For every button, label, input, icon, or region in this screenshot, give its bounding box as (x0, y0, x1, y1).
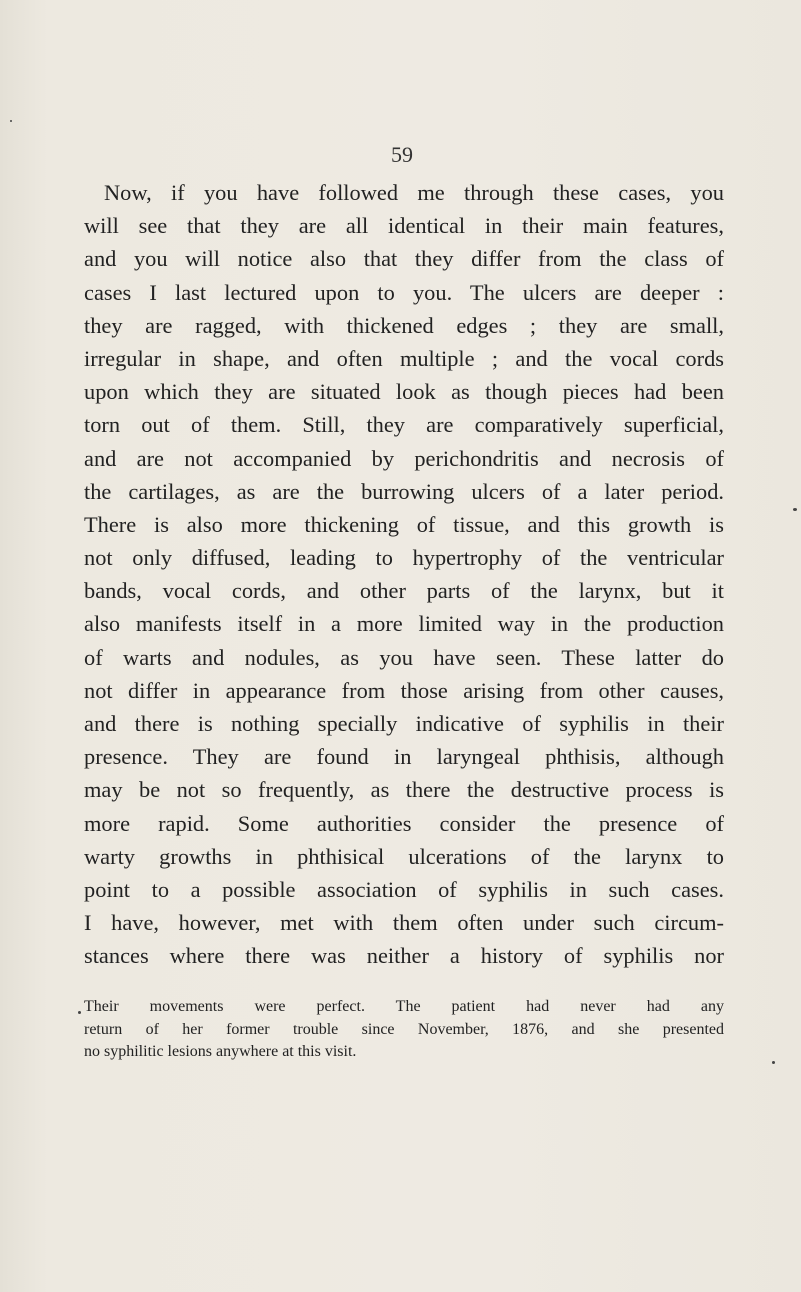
body-text (84, 176, 724, 973)
page-number: 59 (391, 142, 413, 167)
body-line: irregular in shape, and often multiple ; and the vocal cords (84, 345, 724, 371)
body-line: There is also more thickening of tissue, and this growth is (84, 511, 724, 537)
body-line: and are not accompanied by perichondritis and necrosis of (84, 445, 724, 471)
body-line: I have, however, met with them often under such circum- (84, 910, 724, 936)
body-line: not only diffused, leading to hypertrophy of the ventricular (84, 545, 724, 571)
body-line: also manifests itself in a more limited way in the production (84, 611, 724, 637)
body-line: not differ in appearance from those arising from other causes, (84, 677, 724, 703)
body-line: and there is nothing specially indicative of syphilis in their (84, 711, 724, 736)
body-line: the cartilages, as are the burrowing ulcers of a later period. (84, 478, 724, 504)
body-line: stances where there was neither a history of syphilis nor (84, 943, 724, 969)
body-line: presence. They are found in laryngeal phthisis, although (84, 744, 724, 770)
paper-speck (78, 1011, 81, 1014)
body-line: they are ragged, with thickened edges ; they are small, (84, 312, 724, 338)
footnote (84, 996, 724, 1064)
body-line: point to a possible association of syphilis in such cases. (84, 876, 724, 902)
paper-speck (10, 120, 12, 122)
body-line: torn out of them. Still, they are comparatively superficial, (84, 412, 724, 438)
footnote-line: return of her former trouble since November, 1876, and she presented (84, 1020, 724, 1038)
body-line: may be not so frequently, as there the destructive process is (84, 777, 724, 803)
body-line: will see that they are all identical in their main features, (84, 213, 724, 239)
footnote-line: Their movements were perfect. The patient had never had any (84, 998, 724, 1015)
body-line: cases I last lectured upon to you. The ulcers are deeper : (84, 279, 724, 305)
body-line: warty growths in phthisical ulcerations of the larynx to (84, 843, 724, 869)
body-line: Now, if you have followed me through these cases, you (104, 180, 724, 205)
body-line: of warts and nodules, as you have seen. These latter do (84, 644, 724, 670)
paper-speck (772, 1061, 775, 1064)
body-line: and you will notice also that they differ from the class of (84, 246, 724, 272)
body-line: upon which they are situated look as though pieces had been (84, 379, 724, 405)
paper-speck (793, 508, 797, 511)
body-line: more rapid. Some authorities consider the presence of (84, 810, 724, 836)
footnote-line: no syphilitic lesions anywhere at this visit. (84, 1043, 357, 1060)
body-line: bands, vocal cords, and other parts of the larynx, but it (84, 578, 724, 604)
